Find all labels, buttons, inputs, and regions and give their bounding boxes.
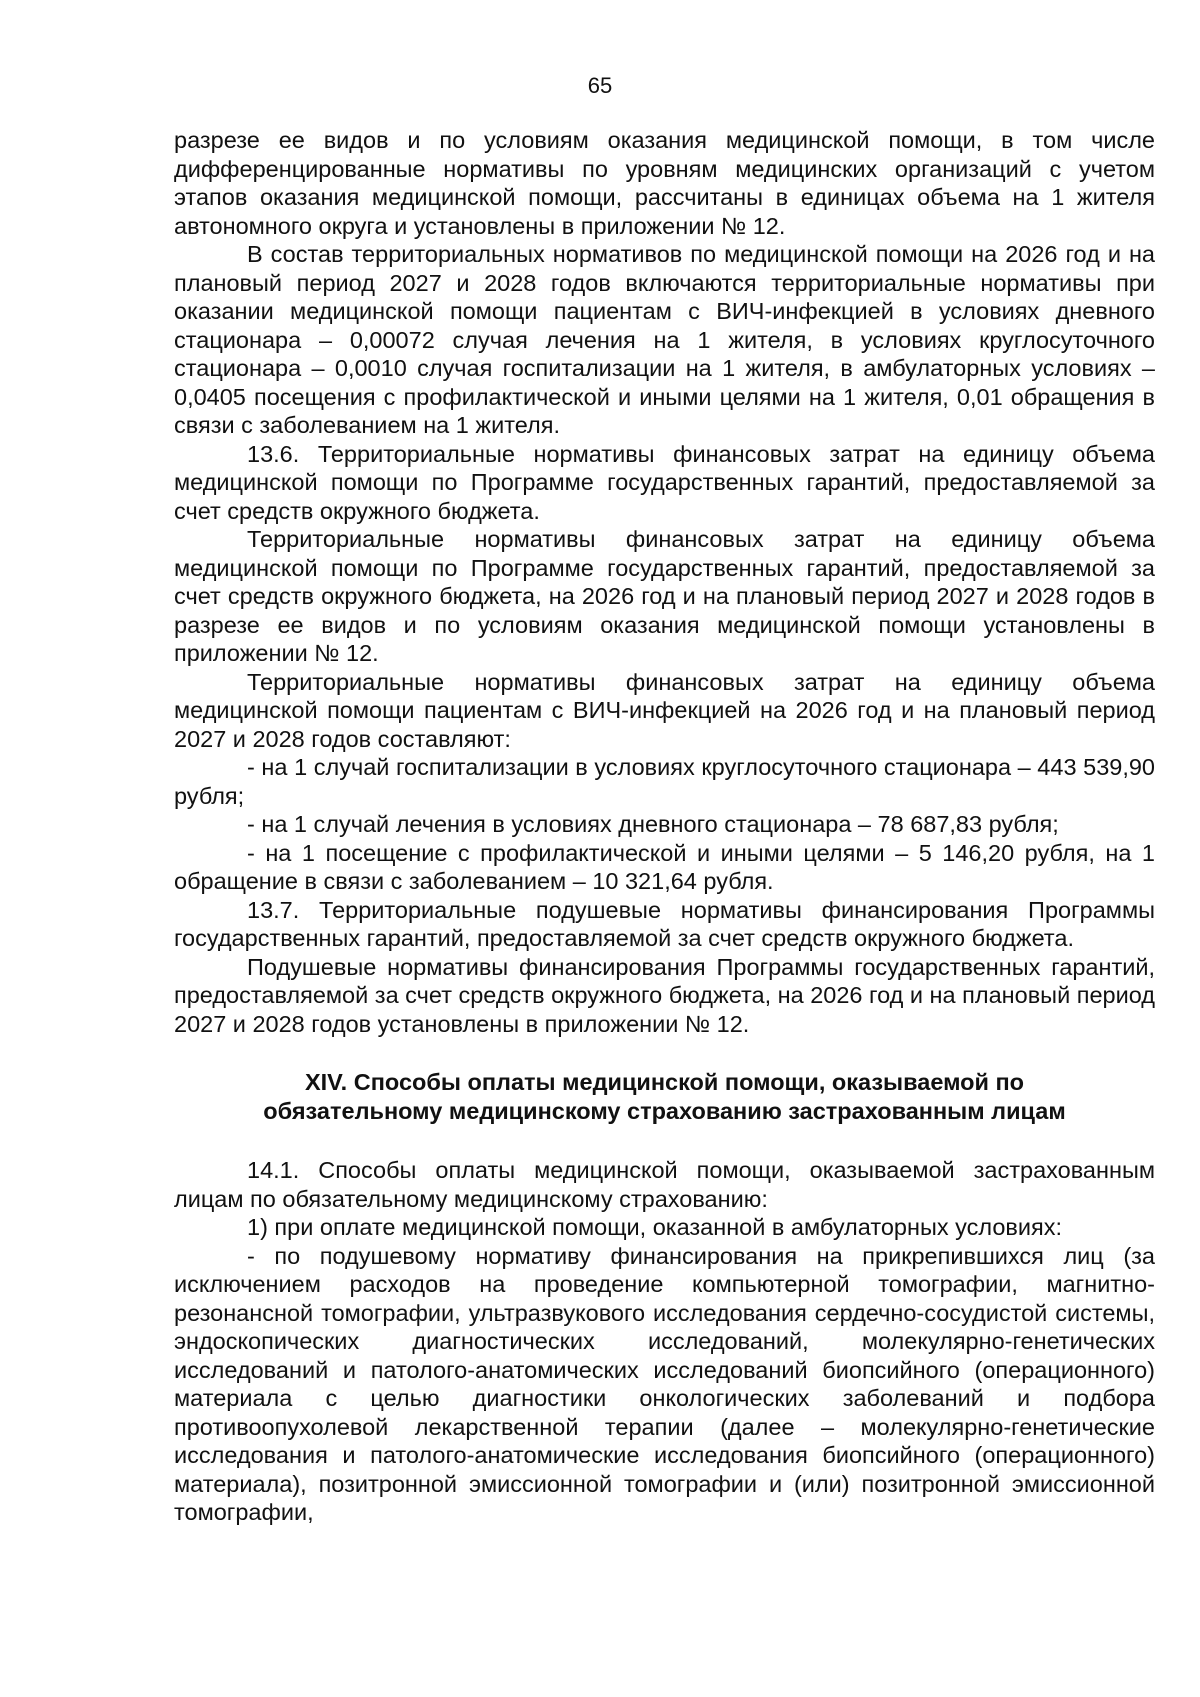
paragraph: - по подушевому нормативу финансирования на прикрепившихся лиц (за исключением расходов на проведение компьютерной томографии, магнитно-резонансной томографии, ультразвукового исследования сердечно-сосудистой системы, эндоскопических диагностических исследований, молекулярно-генетических исследований и патолого-анатомических исследований биопсийного (операционного) материала с целью диагностики онкологических заболеваний и подбора противоопухолевой лекарственной терапии (далее – молекулярно-генетические исследования и патолого-анатомические исследования биопсийного (операционного) материала), позитронной эмиссионной томографии и (или) позитронной эмиссионной томографии, xyxy=(174,1242,1155,1525)
paragraph-continuation: разрезе ее видов и по условиям оказания медицинской помощи, в том числе дифференцированные нормативы по уровням медицинских организаций с учетом этапов оказания медицинской помощи, рассчитаны в единицах объема на 1 жителя автономного округа и установлены в приложении № 12. xyxy=(174,127,1155,239)
paragraph: Территориальные нормативы финансовых затрат на единицу объема медицинской помощи пациентам с ВИЧ-инфекцией на 2026 год и на плановый период 2027 и 2028 годов составляют: xyxy=(174,668,1155,752)
paragraph-13-7: 13.7. Территориальные подушевые нормативы финансирования Программы государственных гарантий, предоставляемой за счет средств окружного бюджета. xyxy=(174,896,1155,951)
paragraph-13-6: 13.6. Территориальные нормативы финансовых затрат на единицу объема медицинской помощи по Программе государственных гарантий, предоставляемой за счет средств окружного бюджета. xyxy=(174,440,1155,524)
list-item: - на 1 случай госпитализации в условиях круглосуточного стационара – 443 539,90 рубля; xyxy=(174,754,1155,809)
list-item: - на 1 случай лечения в условиях дневного стационара – 78 687,83 рубля; xyxy=(247,811,1059,837)
section-heading xyxy=(174,1068,1155,1125)
paragraph-14-1: 14.1. Способы оплаты медицинской помощи, оказываемой застрахованным лицам по обязательному медицинскому страхованию: xyxy=(174,1157,1155,1212)
section-heading-line1: XIV. Способы оплаты медицинской помощи, оказываемой по xyxy=(304,1069,1025,1095)
page-number: 65 xyxy=(587,73,613,98)
list-item: - на 1 посещение с профилактической и иными целями – 5 146,20 рубля, на 1 обращение в связи с заболеванием – 10 321,64 рубля. xyxy=(174,839,1155,894)
section-heading-line2: обязательному медицинскому страхованию застрахованным лицам xyxy=(263,1097,1066,1124)
paragraph: 1) при оплате медицинской помощи, оказанной в амбулаторных условиях: xyxy=(247,1214,1063,1240)
paragraph: Территориальные нормативы финансовых затрат на единицу объема медицинской помощи по Программе государственных гарантий, предоставляемой за счет средств окружного бюджета, на 2026 год и на плановый период 2027 и 2028 годов в разрезе ее видов и по условиям оказания медицинской помощи установлены в приложении № 12. xyxy=(174,526,1155,666)
document-body xyxy=(174,126,1155,1527)
paragraph: В состав территориальных нормативов по медицинской помощи на 2026 год и на плановый период 2027 и 2028 годов включаются территориальные нормативы при оказании медицинской помощи пациентам с ВИЧ-инфекцией в условиях дневного стационара – 0,00072 случая лечения на 1 жителя, в условиях круглосуточного стационара – 0,0010 случая госпитализации на 1 жителя, в амбулаторных условиях – 0,0405 посещения с профилактической и иными целями на 1 жителя, 0,01 обращения в связи с заболеванием на 1 жителя. xyxy=(174,241,1155,438)
paragraph: Подушевые нормативы финансирования Программы государственных гарантий, предоставляемой за счет средств окружного бюджета, на 2026 год и на плановый период 2027 и 2028 годов установлены в приложении № 12. xyxy=(174,953,1155,1037)
